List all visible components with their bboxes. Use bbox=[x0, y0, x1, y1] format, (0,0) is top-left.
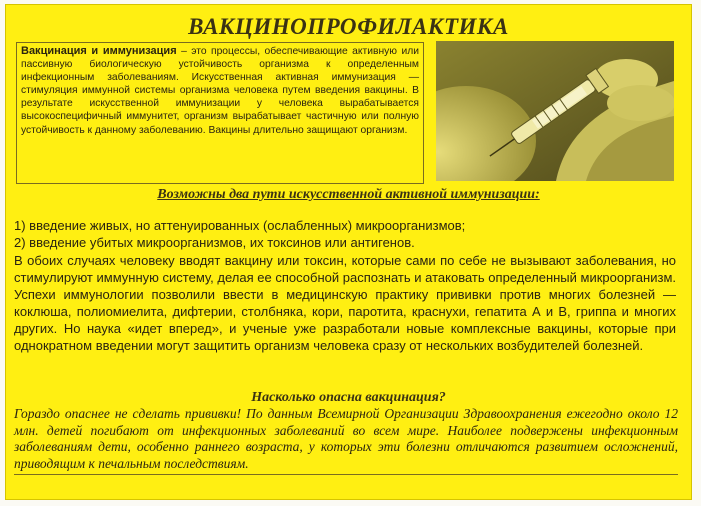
immunization-ways-list bbox=[14, 217, 674, 251]
intro-box bbox=[16, 42, 424, 184]
subheading: Возможны два пути искусственной активной иммунизации: bbox=[157, 187, 540, 202]
body-paragraph: В обоих случаях человеку вводят вакцину или токсин, которые сами по себе не вызывают заболевания, но стимулируют иммунную систему, делая ее способной распознать и атаковать определенный микроорганизм. Успехи иммунологии позволили ввести в медицинскую практику прививки против многих болезней — коклюша, полиомиелита, дифтерии, столбняка, кори, паротита, краснухи, гепатита А и В, гриппа и многих других. Но наука «идет вперед», и ученые уже разработали новые комплексные вакцины, которые при однократном введении могут защитить организм человека сразу от нескольких возбудителей болезней. bbox=[14, 253, 676, 353]
answer-paragraph: Гораздо опаснее не сделать прививки! По данным Всемирной Организации Здравоохранения ежегодно около 12 млн. детей погибают от инфекционных заболеваний во всем мире. Наиболее подвержены инфекционным заболеваниям дети, особенно раннего возраста, у которых эти болезни отличаются развитием осложнений, приводящим к печальным последствиям. bbox=[14, 406, 678, 475]
way-item-1: 1) введение живых, но аттенуированных (ослабленных) микроорганизмов; bbox=[14, 218, 466, 233]
syringe-injection-image bbox=[436, 41, 674, 181]
question-heading: Насколько опасна вакцинация? bbox=[251, 390, 446, 405]
page-title: ВАКЦИНОПРОФИЛАКТИКА bbox=[188, 14, 509, 39]
leaflet-panel bbox=[5, 4, 692, 500]
way-item-2: 2) введение убитых микроорганизмов, их токсинов или антигенов. bbox=[14, 235, 415, 250]
intro-text: – это процессы, обеспечивающие активную или пассивную биологическую устойчивость организма к определенным инфекционным заболеваниям. Искусственная активная иммунизация — стимуляция иммунной системы организма человека путем введения вакцины. В результате искусственной иммунизации у человека вырабатывается высокоспецифичный иммунитет, организм вырабатывает частичную или полную устойчивость к данному заболеванию. Вакцины длительно защищают организм. bbox=[21, 46, 419, 136]
intro-term: Вакцинация и иммунизация bbox=[21, 45, 177, 57]
vaccination-photo bbox=[436, 41, 674, 181]
